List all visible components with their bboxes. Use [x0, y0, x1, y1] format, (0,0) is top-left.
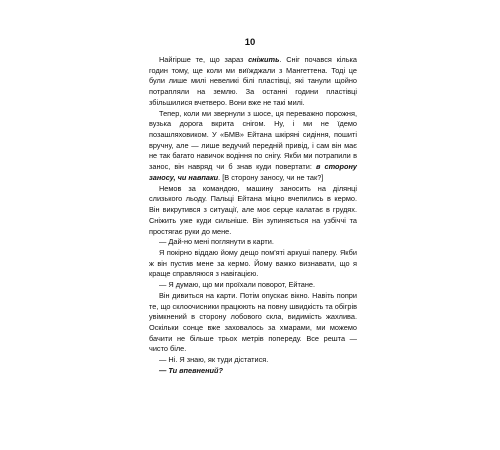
- text-run: . Сніг почався кілька годин тому, ще коли ми виїжджали з Мангеттена. Тоді це були лише милі невеликі білі пластівці, які танули щойно потрапляли на землю. За останні години пластівці збільшилися вчетверо. Вони вже не такі милі.: [149, 55, 357, 107]
- text-run: Він дивиться на карти. Потім опускає вікно. Навіть попри те, що склоочисники працюють на повну швидкість та обігрів увімкнений в сторону лобового скла, видимість жахлива. Оскільки сонце вже заховалось за хмарами, ми можемо бачити не більше трьох метрів попереду. Все решта — чисто біле.: [149, 290, 357, 354]
- paragraph: [149, 248, 357, 280]
- paragraph: [149, 280, 357, 291]
- paragraph: [149, 237, 357, 248]
- emphasized-text: в сторону заносу, чи навпаки: [149, 162, 357, 182]
- text-run: Немов за командою, машину заносить на ділянці слизького льоду. Пальці Ейтана міцно вчепились в кермо. Він викрутився з ситуації, але моє серце калатає в грудях. Сніжить уже куди сильніше. Він зупиняється на узбіччі та простягає руки до мене.: [149, 183, 357, 236]
- paragraph: [149, 366, 357, 377]
- text-run: . [В сторону заносу, чи не так?]: [218, 172, 324, 182]
- text-run: Тепер, коли ми звернули з шосе, ця переважно порожня, вузька дорога вкрита снігом. Ну, і ми не їдемо позашляховиком. У «БМВ» Ейтана шкіряні сидіння, пошиті вручну, але — лише ведучий передній привід, і сам він має не так багато навичок водіння по снігу. Якби ми потрапили в занос, він навряд чи б знав куди повертати:: [149, 108, 357, 172]
- paragraph: [149, 355, 357, 366]
- emphasized-text: — Ти впевнений?: [159, 365, 223, 375]
- paragraph: [149, 184, 357, 238]
- text-run: — Я думаю, що ми проїхали поворот, Ейтане.: [159, 280, 316, 290]
- paragraph: [149, 291, 357, 355]
- text-run: Найгірше те, що зараз: [159, 55, 249, 64]
- emphasized-text: сніжить: [248, 55, 280, 64]
- paragraph: [149, 55, 357, 109]
- text-run: — Ні. Я знаю, як туди дістатися.: [159, 355, 269, 365]
- page-number: 10: [244, 37, 256, 48]
- body-text: [149, 55, 357, 377]
- paragraph: [149, 109, 357, 184]
- text-run: — Дай-но мені поглянути в карти.: [159, 237, 274, 247]
- text-run: Я покірно віддаю йому дещо пом'яті аркуші паперу. Якби ж він пустив мене за кермо. Йому важко визнавати, що я краще справляюся з навігацією.: [149, 247, 357, 279]
